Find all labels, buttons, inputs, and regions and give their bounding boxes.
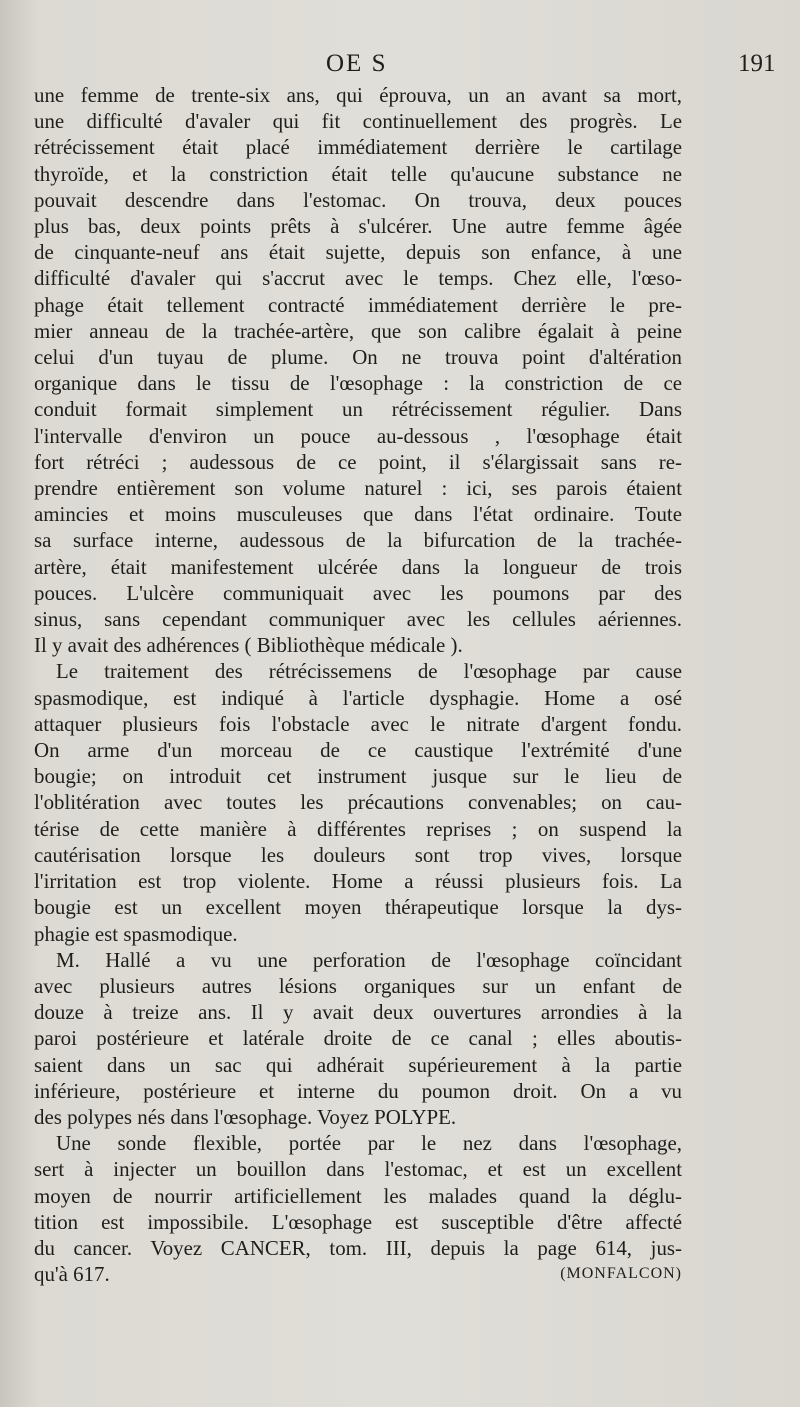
text-line: bougie est un excellent moyen thérapeutique lorsque la dys- — [34, 895, 682, 920]
text-line: fort rétréci ; audessous de ce point, il s'élargissait sans re- — [34, 449, 682, 474]
text-line: spasmodique, est indiqué à l'article dysphagie. Home a osé — [34, 685, 682, 710]
author-signature: (MONFALCON) — [560, 1265, 682, 1283]
text-line: sinus, sans cependant communiquer avec les cellules aériennes. — [34, 607, 682, 632]
text-line: une femme de trente-six ans, qui éprouva, un an avant sa mort, — [34, 83, 682, 107]
text-line: avec plusieurs autres lésions organiques sur un enfant de — [34, 973, 682, 998]
text-line: douze à treize ans. Il y avait deux ouvertures arrondies à la — [34, 1000, 682, 1025]
text-line: pouces. L'ulcère communiquait avec les poumons par des — [34, 580, 682, 605]
text-line: phage était tellement contracté immédiatement derrière le pre- — [34, 292, 682, 317]
text-line: rétrécissement était placé immédiatement derrière le cartilage — [34, 135, 682, 160]
text-line: Le traitement des rétrécissemens de l'œsophage par cause — [56, 659, 682, 684]
text-line: artère, était manifestement ulcérée dans la longueur de trois — [34, 554, 682, 579]
text-line: sert à injecter un bouillon dans l'estomac, et est un excellent — [34, 1157, 682, 1182]
text-line: amincies et moins musculeuses que dans l'état ordinaire. Toute — [34, 502, 682, 527]
text-line: du cancer. Voyez CANCER, tom. III, depuis la page 614, jus- — [34, 1235, 682, 1260]
text-line: plus bas, deux points prêts à s'ulcérer. Une autre femme âgée — [34, 214, 682, 239]
text-line: celui d'un tuyau de plume. On ne trouva point d'altération — [34, 345, 682, 370]
text-line: qu'à 617. — [34, 1262, 110, 1287]
text-line: des polypes nés dans l'œsophage. Voyez POLYPE. — [34, 1104, 457, 1129]
text-line: conduit formait simplement un rétrécissement régulier. Dans — [34, 397, 682, 422]
text-line: tition est impossibile. L'œsophage est susceptible d'être affecté — [34, 1209, 682, 1234]
text-line: moyen de nourrir artificiellement les malades quand la déglu- — [34, 1183, 682, 1208]
text-line: cautérisation lorsque les douleurs sont trop vives, lorsque — [34, 842, 682, 867]
body-text — [34, 82, 682, 1287]
text-line: de cinquante-neuf ans était sujette, depuis son enfance, à une — [34, 240, 682, 265]
text-line: Une sonde flexible, portée par le nez dans l'œsophage, — [56, 1131, 682, 1156]
text-line: prendre entièrement son volume naturel : ici, ses parois étaient — [34, 476, 682, 501]
text-line: attaquer plusieurs fois l'obstacle avec le nitrate d'argent fondu. — [34, 711, 682, 736]
text-line: inférieure, postérieure et interne du poumon droit. On a vu — [34, 1078, 682, 1103]
page-number: 191 — [738, 50, 776, 77]
text-line: paroi postérieure et latérale droite de ce canal ; elles aboutis- — [34, 1026, 682, 1051]
text-line: saient dans un sac qui adhérait supérieurement à la partie — [34, 1052, 682, 1077]
text-line: une difficulté d'avaler qui fit continuellement des progrès. Le — [34, 109, 682, 134]
text-line: bougie; on introduit cet instrument jusque sur le lieu de — [34, 764, 682, 789]
text-line: pouvait descendre dans l'estomac. On trouva, deux pouces — [34, 187, 682, 212]
text-line: phagie est spasmodique. — [34, 921, 238, 946]
text-line: On arme d'un morceau de ce caustique l'extrémité d'une — [34, 738, 682, 763]
text-line: M. Hallé a vu une perforation de l'œsophage coïncidant — [56, 947, 682, 972]
text-line: térise de cette manière à différentes reprises ; on suspend la — [34, 816, 682, 841]
running-head: OE S — [326, 50, 388, 77]
text-line: mier anneau de la trachée-artère, que son calibre égalait à peine — [34, 318, 682, 343]
text-line: l'intervalle d'environ un pouce au-dessous , l'œsophage était — [34, 423, 682, 448]
text-line: l'irritation est trop violente. Home a réussi plusieurs fois. La — [34, 869, 682, 894]
text-line: organique dans le tissu de l'œsophage : la constriction de ce — [34, 371, 682, 396]
text-line: sa surface interne, audessous de la bifurcation de la trachée- — [34, 528, 682, 553]
text-line: l'oblitération avec toutes les précautions convenables; on cau- — [34, 790, 682, 815]
final-line — [34, 1261, 682, 1287]
text-line: Il y avait des adhérences ( Bibliothèque médicale ). — [34, 633, 463, 658]
text-line: difficulté d'avaler qui s'accrut avec le temps. Chez elle, l'œso- — [34, 266, 682, 291]
text-line: thyroïde, et la constriction était telle qu'aucune substance ne — [34, 161, 682, 186]
